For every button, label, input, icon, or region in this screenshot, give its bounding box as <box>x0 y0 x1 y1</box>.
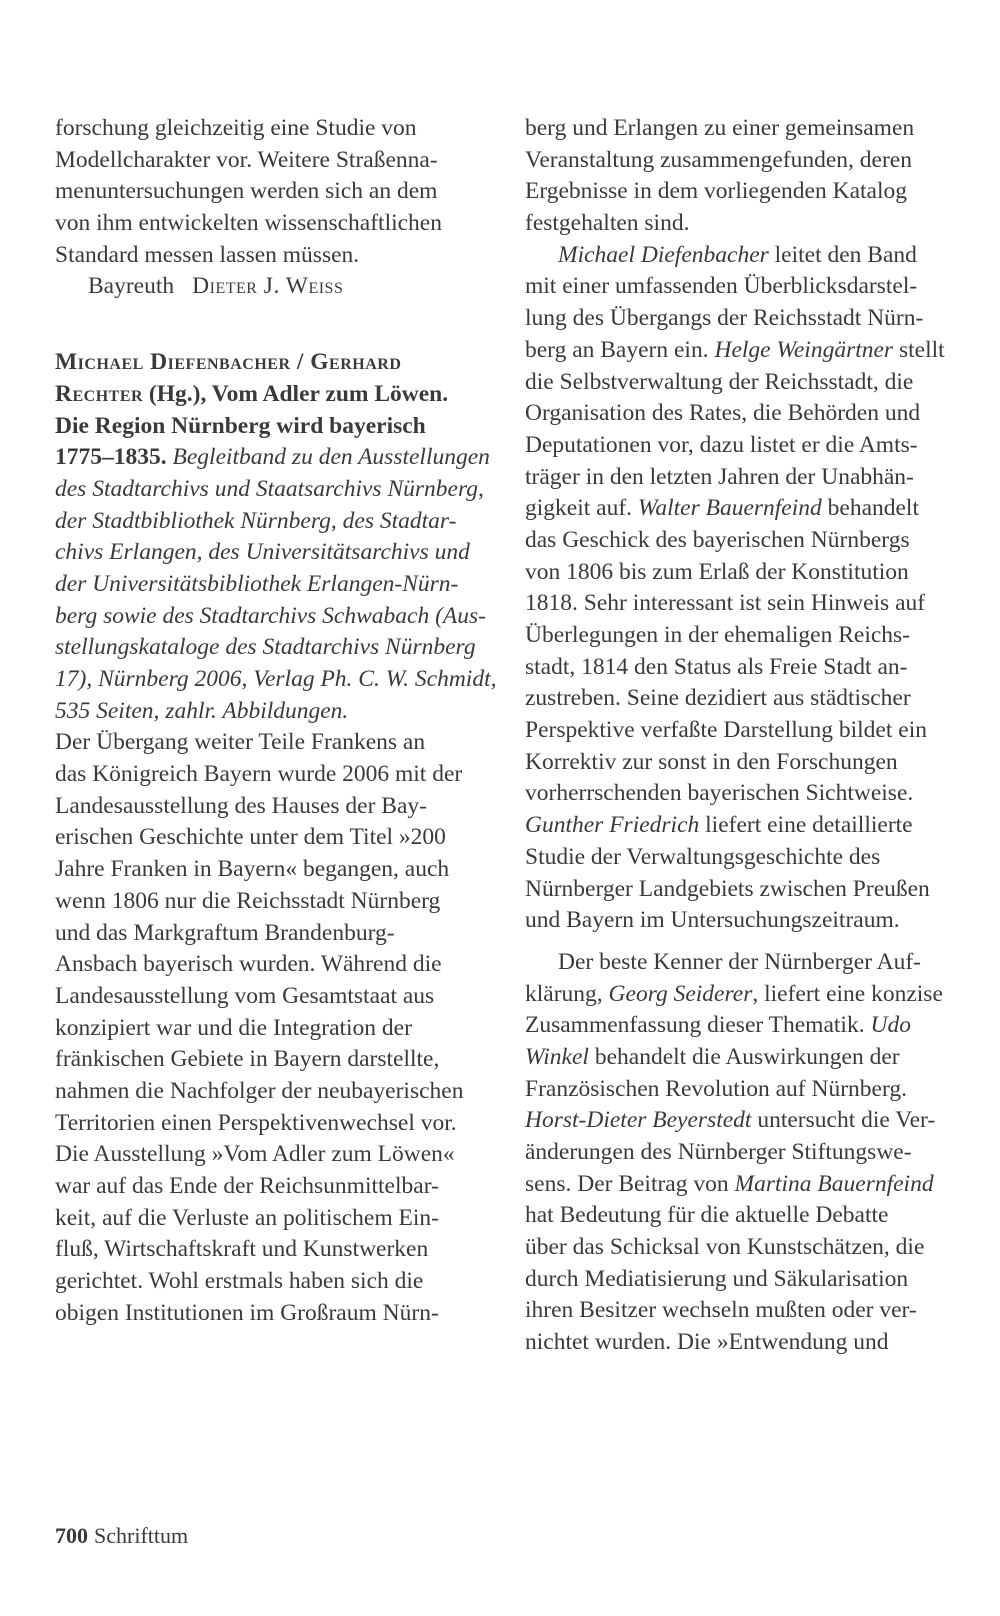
text-line: menuntersuchungen werden sich an dem <box>55 178 438 205</box>
author-reference: Helge Weingärtner <box>714 336 894 363</box>
text-line: forschung gleichzeitig eine Studie von <box>55 115 417 141</box>
text-line: berg und Erlangen zu einer gemeinsamen <box>525 115 915 141</box>
text-line: von 1806 bis zum Erlaß der Konstitution <box>525 558 909 585</box>
text-line: fränkischen Gebiete in Bayern darstellte, <box>55 1046 440 1073</box>
text-line: träger in den letzten Jahren der Unabhän- <box>525 463 914 490</box>
entry-details-line: der Universitätsbibliothek Erlangen-Nürn- <box>55 570 459 597</box>
text-line <box>525 1042 970 1074</box>
text-run: stellt <box>893 336 945 363</box>
text-line: keit, auf die Verluste an politischem Ein- <box>55 1204 439 1231</box>
title-text: (Hg.), Vom Adler zum Löwen. <box>143 380 449 407</box>
text-line: nichtet wurden. Die »Entwendung und <box>525 1329 889 1356</box>
text-line: konzipiert war und die Integration der <box>55 1014 412 1041</box>
text-line: Französischen Revolution auf Nürnberg. <box>525 1075 908 1102</box>
text-line: Landesausstellung vom Gesamtstaat aus <box>55 982 435 1009</box>
text-line: Perspektive verfaßte Darstellung bildet ein <box>525 717 927 744</box>
text-run: liefert eine detaillierte <box>699 812 913 839</box>
text-line: Der beste Kenner der Nürnberger Auf- <box>558 948 922 975</box>
text-line: und das Markgraftum Brandenburg- <box>55 919 395 946</box>
signature-name: Dieter J. Weiss <box>192 273 344 300</box>
entry-title-line <box>55 379 495 411</box>
text-run: untersucht die Ver- <box>751 1107 936 1134</box>
text-line <box>525 1105 970 1137</box>
author-name: Rechter <box>55 380 144 407</box>
text-line: änderungen des Nürnberger Stiftungswe- <box>525 1139 912 1165</box>
text-line: die Selbstverwaltung der Reichsstadt, die <box>525 368 914 395</box>
section-title: Schrifttum <box>94 1523 189 1548</box>
page-number: 700 <box>55 1523 88 1548</box>
text-run: gigkeit auf. <box>525 495 638 522</box>
bibliographic-entry <box>55 347 495 727</box>
text-run: berg an Bayern ein. <box>525 336 715 363</box>
title-years: 1775–1835. <box>55 444 167 471</box>
text-line: gerichtet. Wohl erstmals haben sich die <box>55 1268 424 1295</box>
text-line <box>525 493 970 525</box>
entry-details-line: des Stadtarchivs und Staatsarchivs Nürnberg, <box>55 475 484 502</box>
text-line: Ergebnisse in dem vorliegenden Katalog <box>525 178 907 205</box>
text-line: Territorien einen Perspektivenwechsel vor. <box>55 1109 457 1136</box>
author-reference: Gunther Friedrich <box>525 812 700 839</box>
entry-details-line: stellungskataloge des Stadtarchivs Nürnberg <box>55 634 476 661</box>
author-reference: Winkel <box>525 1043 589 1070</box>
text-line: durch Mediatisierung und Säkularisation <box>525 1265 909 1292</box>
review-body <box>55 727 495 1329</box>
text-line: 1818. Sehr interessant ist sein Hinweis auf <box>525 590 926 617</box>
text-line <box>525 1169 970 1201</box>
text-line: nahmen die Nachfolger der neubayerischen <box>55 1077 464 1104</box>
text-line: Deputationen vor, dazu listet er die Amts- <box>525 431 918 458</box>
text-line: Der Übergang weiter Teile Frankens an <box>55 729 426 756</box>
entry-details-line: 535 Seiten, zahlr. Abbildungen. <box>55 697 349 724</box>
left-column <box>55 113 495 1329</box>
entry-title-line: Die Region Nürnberg wird bayerisch <box>55 412 426 439</box>
text-line: vorherrschenden bayerischen Sichtweise. <box>525 780 914 807</box>
text-line: erischen Geschichte unter dem Titel »200 <box>55 824 446 851</box>
text-line: das Geschick des bayerischen Nürnbergs <box>525 526 910 553</box>
text-line: Jahre Franken in Bayern« begangen, auch <box>55 856 450 883</box>
text-line: obigen Institutionen im Großraum Nürn- <box>55 1299 439 1326</box>
entry-title-line <box>55 442 495 474</box>
text-run: behandelt die Auswirkungen der <box>588 1043 900 1070</box>
text-line: festgehalten sind. <box>525 210 690 237</box>
text-run: Zusammenfassung dieser Thematik. <box>525 1012 871 1039</box>
signature-place: Bayreuth <box>88 273 175 300</box>
text-line: Nürnberger Landgebiets zwischen Preußen <box>525 875 930 902</box>
text-run: , liefert eine konzise <box>752 980 943 1007</box>
text-line: stadt, 1814 den Status als Freie Stadt an- <box>525 653 908 680</box>
author-reference: Udo <box>870 1012 911 1039</box>
text-line: mit einer umfassenden Überblicksdarstel- <box>525 273 918 300</box>
text-line: fluß, Wirtschaftskraft und Kunstwerken <box>55 1236 429 1263</box>
text-line: war auf das Ende der Reichsunmittelbar- <box>55 1173 439 1199</box>
text-line <box>525 979 970 1011</box>
text-run: leitet den Band <box>768 241 917 268</box>
text-line: zustreben. Seine dezidiert aus städtischer <box>525 685 911 712</box>
text-line: Die Ausstellung »Vom Adler zum Löwen« <box>55 1141 455 1168</box>
text-line: ihren Besitzer wechseln mußten oder ver- <box>525 1297 917 1324</box>
entry-details-line: chivs Erlangen, des Universitätsarchivs und <box>55 539 470 566</box>
author-reference: Martina Bauernfeind <box>734 1170 934 1197</box>
entry-details-line: berg sowie des Stadtarchivs Schwabach (Aus- <box>55 602 486 629</box>
text-line: Standard messen lassen müssen. <box>55 241 360 268</box>
author-reference: Horst-Dieter Beyerstedt <box>525 1107 752 1134</box>
text-line: über das Schicksal von Kunstschätzen, die <box>525 1234 925 1261</box>
text-line <box>525 1010 970 1042</box>
text-line: und Bayern im Untersuchungszeitraum. <box>525 907 900 934</box>
entry-authors: Michael Diefenbacher / Gerhard <box>55 349 402 376</box>
text-run: klärung, <box>525 980 609 1007</box>
entry-details-line: der Stadtbibliothek Nürnberg, des Stadtar- <box>55 507 457 534</box>
page-footer <box>55 1522 188 1550</box>
entry-details-line: 17), Nürnberg 2006, Verlag Ph. C. W. Schmidt, <box>55 666 497 692</box>
text-line: wenn 1806 nur die Reichsstadt Nürnberg <box>55 887 441 914</box>
text-run: behandelt <box>821 495 919 522</box>
text-run: sens. Der Beitrag von <box>525 1170 735 1197</box>
text-line: Landesausstellung des Hauses der Bay- <box>55 792 427 819</box>
review-end <box>55 113 495 303</box>
text-line: Modellcharakter vor. Weitere Straßenna- <box>55 146 438 173</box>
author-reference: Michael Diefenbacher <box>558 241 769 268</box>
right-column <box>525 113 970 1359</box>
author-reference: Walter Bauernfeind <box>637 495 822 522</box>
author-reference: Georg Seiderer <box>608 980 753 1007</box>
text-line: lung des Übergangs der Reichsstadt Nürn- <box>525 305 924 332</box>
text-line: Studie der Verwaltungsgeschichte des <box>525 843 881 870</box>
text-line: Überlegungen in der ehemaligen Reichs- <box>525 622 910 648</box>
text-line <box>525 810 970 842</box>
text-line: das Königreich Bayern wurde 2006 mit der <box>55 761 463 788</box>
text-line: hat Bedeutung für die aktuelle Debatte <box>525 1202 889 1229</box>
text-line: Korrektiv zur sonst in den Forschungen <box>525 748 898 775</box>
text-line: Veranstaltung zusammengefunden, deren <box>525 146 912 173</box>
text-line: Ansbach bayerisch wurden. Während die <box>55 951 442 978</box>
text-line <box>525 335 970 367</box>
entry-details: Begleitband zu den Ausstellungen <box>166 444 490 471</box>
text-line: von ihm entwickelten wissenschaftlichen <box>55 210 442 237</box>
reviewer-signature <box>55 271 495 303</box>
text-line <box>525 240 970 272</box>
text-line: Organisation des Rates, die Behörden und <box>525 400 921 427</box>
